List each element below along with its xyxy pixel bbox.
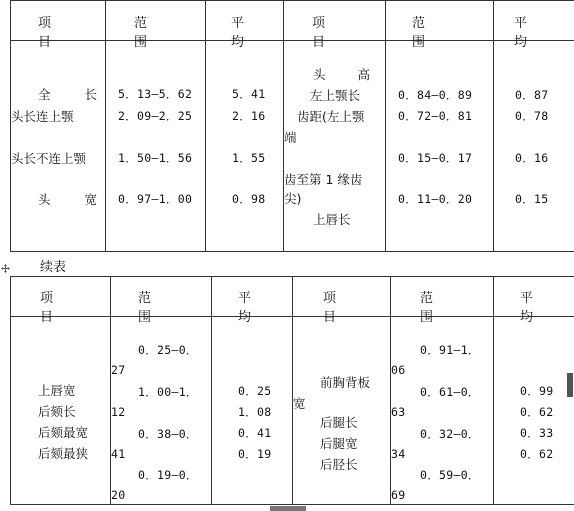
table1-avg-head-length-with-mandible: 2．16 [232,109,266,123]
table1-item-head-length-with-mandible: 头长连上颚 [11,109,74,124]
table2-item-hind-tibia-length: 后胫长 [320,457,358,472]
table1-avg-total-length: 5．41 [232,87,266,101]
table1-range-left-mandible-length: 0．72—0．81 [398,109,473,123]
table2-range-postmentum-max-width-line1: 0．38—0． [138,427,198,441]
table2-header-range-left: 范 围 [138,291,153,325]
table1-item-head-length-without-mandible: 头长不连上颚 [11,151,87,166]
table2-avg-hind-femur-length: 0．62 [520,405,554,419]
table2-item-pronotum-width-line2: 宽 [293,396,306,411]
table1-header-item-left: 项 目 [38,16,53,50]
table1-range-head-length-with-mandible: 2．09—2．25 [118,109,193,123]
table1-avg-head-height: 0．87 [515,88,549,102]
table1-range-upper-lip-length: 0．11—0．20 [398,192,473,206]
table2-range-postmentum-max-width-line2: 41 [111,447,126,461]
table2-item-postmentum-min-width: 后颏最狭 [38,446,89,461]
table2-range-hind-femur-length-line2: 63 [391,405,406,419]
table2-range-hind-tibia-length-line1: 0．59—0． [420,468,480,482]
table1-range-head-height: 0．84—0．89 [398,88,473,102]
table1-item-tooth-distance-line2: 端 [284,130,297,145]
table-move-handle-icon[interactable] [1,261,9,269]
table2-avg-hind-tibia-length: 0．62 [520,447,554,461]
table1-range-tooth-distance: 0．15—0．17 [398,151,473,165]
table1-avg-head-width: 0．98 [232,192,266,206]
table2-range-pronotum-width-line2: 06 [391,363,406,377]
table1-item-tooth-distance-line3: 齿至第 1 缘齿 [284,172,363,187]
table2-header-avg-right: 平 均 [520,291,535,325]
table1-header-item-right: 项 目 [312,16,327,50]
table1-range-total-length: 5．13—5．62 [118,87,193,101]
table1-header-avg-left: 平 均 [231,16,246,50]
table1-item-total-length: 全 长 [38,87,97,102]
table2-col-divider-5 [493,276,494,505]
table1-col-divider-2 [205,0,206,252]
table2-col-divider-4 [390,276,391,505]
scroll-indicator[interactable] [270,506,306,511]
table1-col-divider-4 [385,0,386,252]
table2-header-item-right: 项 目 [323,291,338,325]
table2-range-upper-lip-width-line1: 0．25—0． [138,343,198,357]
table1-item-upper-lip-length: 上唇长 [313,212,351,227]
table2-col-divider-1 [110,276,111,505]
table2-item-upper-lip-width: 上唇宽 [38,383,76,398]
table2-range-postmentum-length-line2: 12 [111,405,126,419]
table2-range-postmentum-min-width-line1: 0．19—0． [138,468,198,482]
table2-avg-upper-lip-width: 0．25 [238,384,272,398]
table2-item-postmentum-max-width: 后颏最宽 [38,425,89,440]
table2-col-divider-3 [292,276,293,505]
table1-item-left-mandible-length: 左上颚长 [310,88,361,103]
table1-header-avg-right: 平 均 [514,16,529,50]
table1-item-head-width: 头 宽 [38,192,97,207]
table1-col-divider-1 [105,0,106,252]
table2-range-hind-tibia-length-line2: 69 [391,488,406,502]
table2-range-hind-femur-length-line1: 0．61—0． [420,385,480,399]
table2-range-hind-femur-width-line2: 34 [391,447,406,461]
table2-range-hind-femur-width-line1: 0．32—0． [420,427,480,441]
table1-top-border [10,0,574,1]
table2-item-hind-femur-length: 后腿长 [320,415,358,430]
table1-avg-tooth-distance: 0．16 [515,151,549,165]
table1-bottom-border [10,251,574,252]
table1-header-range-right: 范 围 [412,16,427,50]
table2-avg-pronotum-width: 0．99 [520,384,554,398]
table2-header-range-right: 范 围 [420,291,435,325]
table2-header-avg-left: 平 均 [238,291,253,325]
table2-item-postmentum-length: 后颏长 [38,404,76,419]
table1-header-divider [10,40,574,41]
table1-range-head-length-without-mandible: 1．50—1．56 [118,151,193,165]
table1-item-tooth-distance-line4: 尖) [284,191,302,206]
table2-range-postmentum-min-width-line2: 20 [111,488,126,502]
continued-table-label: 续表 [40,260,67,275]
table1-range-head-width: 0．97—1．00 [118,192,193,206]
table2-item-pronotum-width-line1: 前胸背板 [320,375,371,390]
table1-avg-left-mandible-length: 0．78 [515,109,549,123]
table2-avg-postmentum-length: 1．08 [238,405,272,419]
table1-col-divider-5 [493,0,494,252]
page-edge-marker [567,373,573,397]
table1-col-divider-3 [283,0,284,252]
table2-range-postmentum-length-line1: 1．00—1． [138,385,198,399]
table2-left-border [10,276,11,505]
table1-item-head-height: 头 高 [313,67,370,82]
table2-avg-postmentum-min-width: 0．19 [238,447,272,461]
table2-range-pronotum-width-line1: 0．91—1． [420,343,480,357]
table1-avg-upper-lip-length: 0．15 [515,192,549,206]
table2-item-hind-femur-width: 后腿宽 [320,436,358,451]
table1-header-range-left: 范 围 [134,16,149,50]
table1-avg-head-length-without-mandible: 1．55 [232,151,266,165]
table1-left-border [10,0,11,252]
table2-range-upper-lip-width-line2: 27 [111,363,126,377]
table2-avg-postmentum-max-width: 0．41 [238,426,272,440]
table2-col-divider-2 [211,276,212,505]
table2-header-item-left: 项 目 [40,291,55,325]
table1-item-tooth-distance-line1: 齿距(左上颚 [297,109,365,124]
table2-avg-hind-femur-width: 0．33 [520,426,554,440]
